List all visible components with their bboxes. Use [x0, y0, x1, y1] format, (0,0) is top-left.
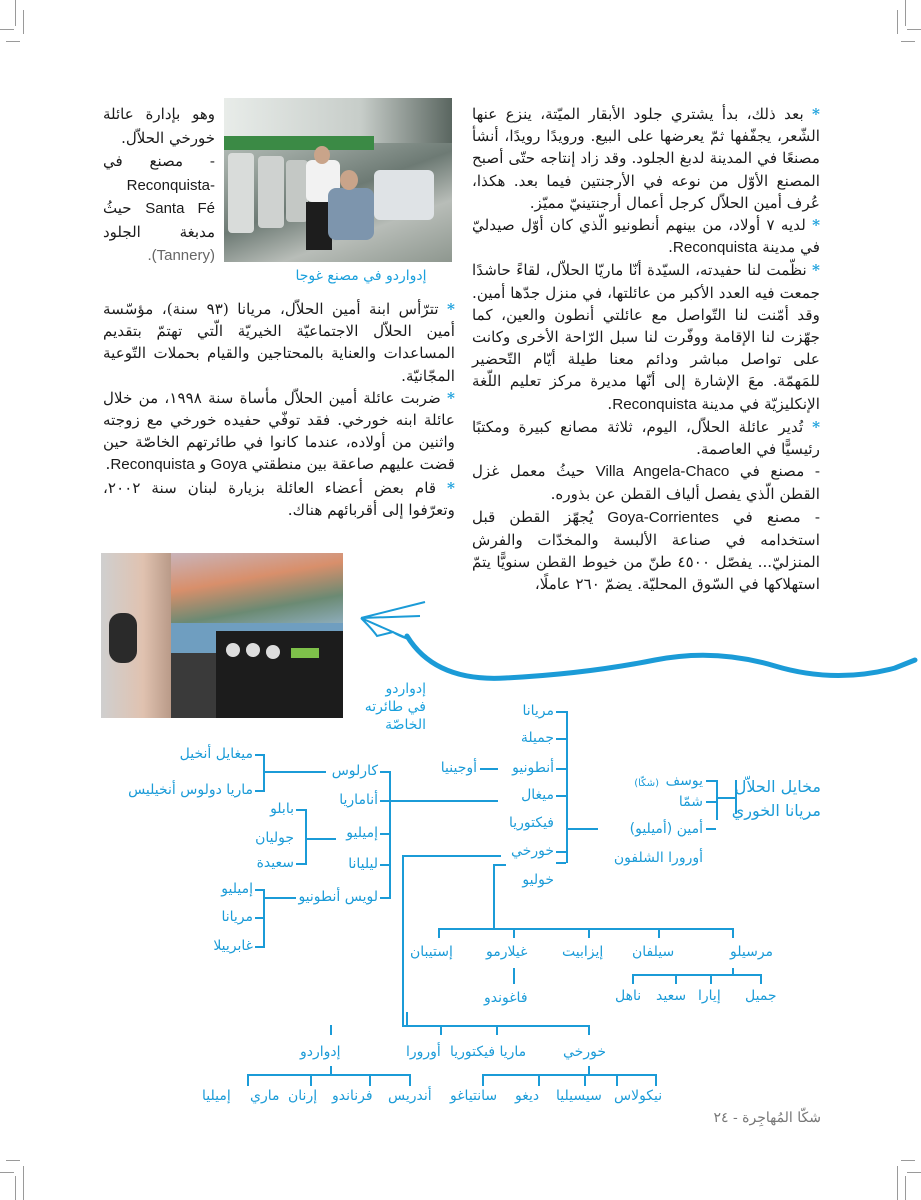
crop-mark	[901, 41, 915, 42]
tree-eduardo-child: فرناندو	[332, 1088, 373, 1104]
crop-mark	[897, 1166, 898, 1200]
crop-mark	[0, 29, 14, 30]
factory-photo	[224, 98, 452, 262]
crop-mark	[897, 10, 898, 34]
paragraph: - مصنع في Villa Angela-Chaco حيثُ معمل غزل القطن الّذي يفصل ألياف القطن عن بذوره.	[472, 462, 821, 504]
tree-jorge-child: أورورا	[406, 1044, 441, 1060]
tree-gen1: شمّا	[678, 794, 703, 810]
tree-carlos-child: ميغايل أنخيل	[179, 746, 253, 762]
bullet-asterisk: *	[812, 261, 820, 280]
crop-mark	[23, 10, 24, 34]
tree-julio-child: مرسيلو	[730, 944, 774, 960]
tree-eduardo-child: إرنان	[288, 1088, 318, 1104]
tree-julio-child: غيلارمو	[486, 944, 528, 960]
tree-carlos-child: ماريا دولوس أنخيليس	[128, 782, 253, 798]
tree-emilio-child: سعيدة	[256, 855, 294, 871]
crop-mark	[6, 41, 20, 42]
tree-jorge-child: خورخي	[563, 1044, 606, 1060]
tree-luis-child: مريانا	[221, 909, 253, 925]
paragraph: * بعد ذلك، بدأ يشتري جلود الأبقار الميّتة، ينزع عنها الشّعر، يجفّفها ثمّ يعرضها على البيع. ورويدًا رويدًا، أنشأ مصنعًا في المدينة لدبغ الجلود. وقد زاد إنتاجه حتّى أصبح المصنع الأوّل من نوعه في الأرجنتين فيما بعد. هكذا، عُرف أمين الحلاّل كرجل أعمال أرجنتينيّ مميّز.	[472, 105, 820, 212]
tree-emilio-child: بابلو	[270, 801, 294, 817]
bullet-asterisk: *	[812, 216, 821, 235]
bullet-asterisk: *	[812, 105, 820, 123]
paragraph: * تُدير عائلة الحلاّل، اليوم، ثلاثة مصانع كبيرة ومكتبًا رئيسيًّا في العاصمة.	[472, 417, 821, 459]
right-text-column	[472, 103, 820, 595]
tree-migal-child: إميليو	[346, 825, 378, 841]
tree-gen1: يوسف	[665, 773, 703, 789]
tree-emilio-child: جوليان	[255, 830, 294, 846]
bullet-asterisk: *	[447, 388, 455, 407]
tree-jorge2-child: سانتياغو	[450, 1088, 498, 1104]
tree-gen1: أمين (أميليو)	[629, 821, 703, 837]
tree-migal-child: أناماريا	[339, 792, 378, 808]
crop-mark	[907, 29, 921, 30]
tree-marcelo-child: إيارا	[698, 988, 721, 1004]
tree-gen2: جميلة	[520, 730, 554, 746]
crop-mark	[15, 0, 16, 26]
tree-jorge2-child: نيكولاس	[614, 1088, 663, 1104]
crop-mark	[901, 1160, 915, 1161]
tree-luis-child: غابرييلا	[213, 938, 253, 954]
tree-eduardo-child: إميليا	[202, 1088, 231, 1104]
tree-spouse: أوجينيا	[440, 760, 477, 776]
left-text-column	[103, 298, 455, 521]
tree-migal-child: كارلوس	[331, 763, 378, 779]
tree-gen1-spouse: أورورا الشلفون	[613, 850, 703, 866]
crop-mark	[15, 1176, 16, 1200]
tree-marcelo-child: ناهل	[615, 988, 642, 1004]
tree-migal-child: لويس أنطونيو	[298, 889, 378, 905]
tree-gen2: خوليو	[522, 872, 554, 888]
crop-mark	[905, 1176, 906, 1200]
tree-root-1: مخايل الحلاّل	[734, 777, 821, 796]
tree-eduardo-child: ماري	[250, 1088, 280, 1104]
tree-migal-child: ليليانا	[348, 856, 378, 872]
paragraph: * تترّأس ابنة أمين الحلاّل، مريانا (٩٣ سنة)، مؤسّسة أمين الحلاّل الاجتماعيّة الخيريّة الّتي تهتمّ بتقديم المساعدات والعناية بالمحتاجين والقيام بحملات التّوعية المجّانيّة.	[103, 300, 455, 385]
crop-mark	[905, 0, 906, 26]
tree-marcelo-child: سعيد	[656, 988, 687, 1004]
tree-julio-child: سيلفان	[632, 944, 675, 960]
tree-root-2: مريانا الخوري	[731, 801, 821, 820]
bullet-dash: -	[814, 462, 821, 481]
tree-julio-child: إستيبان	[410, 944, 453, 960]
crop-mark	[0, 1172, 14, 1173]
tree-gen2: أنطونيو	[512, 760, 554, 776]
tree-julio-child: إيزابيت	[562, 944, 604, 960]
paragraph: * قام بعض أعضاء العائلة بزيارة لبنان سنة ٢٠٠٢، وتعرّفوا إلى أقربائهم هناك.	[103, 478, 455, 519]
tree-gen2: خورخي	[511, 843, 554, 859]
tree-luis-child: إميليو	[221, 881, 253, 897]
tree-note: (شكّا)	[634, 778, 659, 789]
bullet-dash: -	[814, 507, 821, 526]
tree-jorge2-child: ديغو	[515, 1088, 540, 1104]
tree-jorge-child: إدواردو	[300, 1044, 341, 1060]
paragraph: * نظّمت لنا حفيدته، السيّدة أنّا ماريّا الحلاّل، لقاءً حاشدًا جمعت فيه العدد الأكبر من عائلتها، في منزل جدّها أمين. وقد أمّنت لنا التّواصل مع عائلتي أنطون والعين، كما جهّزت لنا الإقامة ووفّرت لنا سبل الرّاحة الأخرى وكانت على تواصل مباشر ودائم معنا طيلة أيّام التّحضير للمَهمّة. معَ الإشارة إلى أنّها مديرة مركز تعليم اللّغة الإنكليزيّة في مدينة Reconquista.	[472, 261, 820, 413]
tree-eduardo-child: أندريس	[388, 1088, 432, 1104]
paper-plane-icon	[355, 590, 921, 710]
left-narrow-column: وهو بإدارة عائلة خورخي الحلاّل. - مصنع في Reconquista-Santa Fé حيثُ مدبغة الجلود (Tannery).	[103, 105, 215, 264]
bullet-asterisk: *	[447, 478, 455, 497]
paragraph: * ضربت عائلة أمين الحلاّل مأساة سنة ١٩٩٨، من خلال عائلة ابنه خورخي. فقد توفّي حفيده خورخي مع زوجته واثنين من أولاده، عندما كانوا في طائرتهم الخاصّة حين قضت عليهم صاعقة بين منطقتي Goya و Reconquista.	[103, 388, 455, 474]
tree-gen2: مريانا	[522, 703, 554, 719]
tree-jorge-child: ماريا فيكتوريا	[450, 1044, 527, 1060]
crop-mark	[907, 1172, 921, 1173]
tree-gen2: فيكتوريا	[508, 815, 554, 831]
tree-gen2: ميغال	[521, 787, 554, 803]
page-footer: شكّا المُهاجِرة - ٢٤	[713, 1110, 821, 1126]
bullet-asterisk: *	[447, 300, 455, 318]
tree-guillermo-child: فاغوندو	[484, 990, 528, 1006]
cockpit-photo-caption: إدواردو في طائرته الخاصّة	[364, 681, 426, 733]
crop-mark	[6, 1160, 20, 1161]
factory-photo-caption: إدواردو في مصنع غوجا	[295, 268, 427, 284]
cockpit-photo	[101, 553, 343, 718]
crop-mark	[23, 1166, 24, 1200]
paragraph: * لديه ٧ أولاد، من بينهم أنطونيو الّذي كان أوّل صيدليّ في مدينة Reconquista.	[472, 216, 821, 257]
paragraph: - مصنع في Goya-Corrientes يُجهّز القطن قبل استخدامه في صناعة الألبسة والمخدّات والفرش المنزليّ... يفصّل ٤٥٠٠ طنّ من خيوط القطن سنويًّا يتمّ استهلاكها في السّوق المحليّة. يضمّ ٢٦٠ عاملًا،	[472, 507, 821, 594]
tree-jorge2-child: سيسيليا	[556, 1088, 602, 1104]
tree-marcelo-child: جميل	[745, 988, 777, 1004]
bullet-asterisk: *	[812, 417, 821, 436]
